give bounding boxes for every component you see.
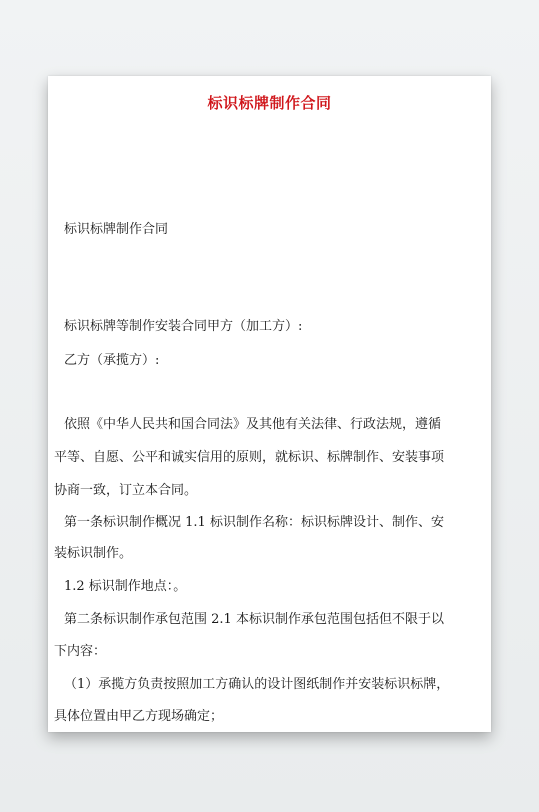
party-b-line: 乙方（承揽方）: <box>64 353 160 368</box>
article-1-line: 第一条标识制作概况 1.1 标识制作名称：标识标牌设计、制作、安 <box>64 515 444 530</box>
clause-line: （1）承揽方负责按照加工方确认的设计图纸制作并安装标识标牌， <box>64 677 450 692</box>
clause-line: 具体位置由甲乙方现场确定； <box>54 709 224 724</box>
article-1-2-line: 1.2 标识制作地点：。 <box>64 579 187 594</box>
contract-heading: 标识标牌制作合同 <box>64 222 169 237</box>
article-1-line: 装标识制作。 <box>54 546 133 561</box>
paragraph-line: 协商一致，订立本合同。 <box>54 483 198 498</box>
paragraph-line: 依照《中华人民共和国合同法》及其他有关法律、行政法规，遵循 <box>64 417 442 432</box>
article-2-line: 下内容： <box>54 644 107 659</box>
document-title: 标识标牌制作合同 <box>207 94 332 112</box>
party-a-line: 标识标牌等制作安装合同甲方（加工方）: <box>64 319 303 334</box>
article-2-line: 第二条标识制作承包范围 2.1 本标识制作承包范围包括但不限于以 <box>64 612 444 627</box>
paragraph-line: 平等、自愿、公平和诚实信用的原则，就标识、标牌制作、安装事项 <box>54 450 445 465</box>
contract-page <box>48 76 491 732</box>
